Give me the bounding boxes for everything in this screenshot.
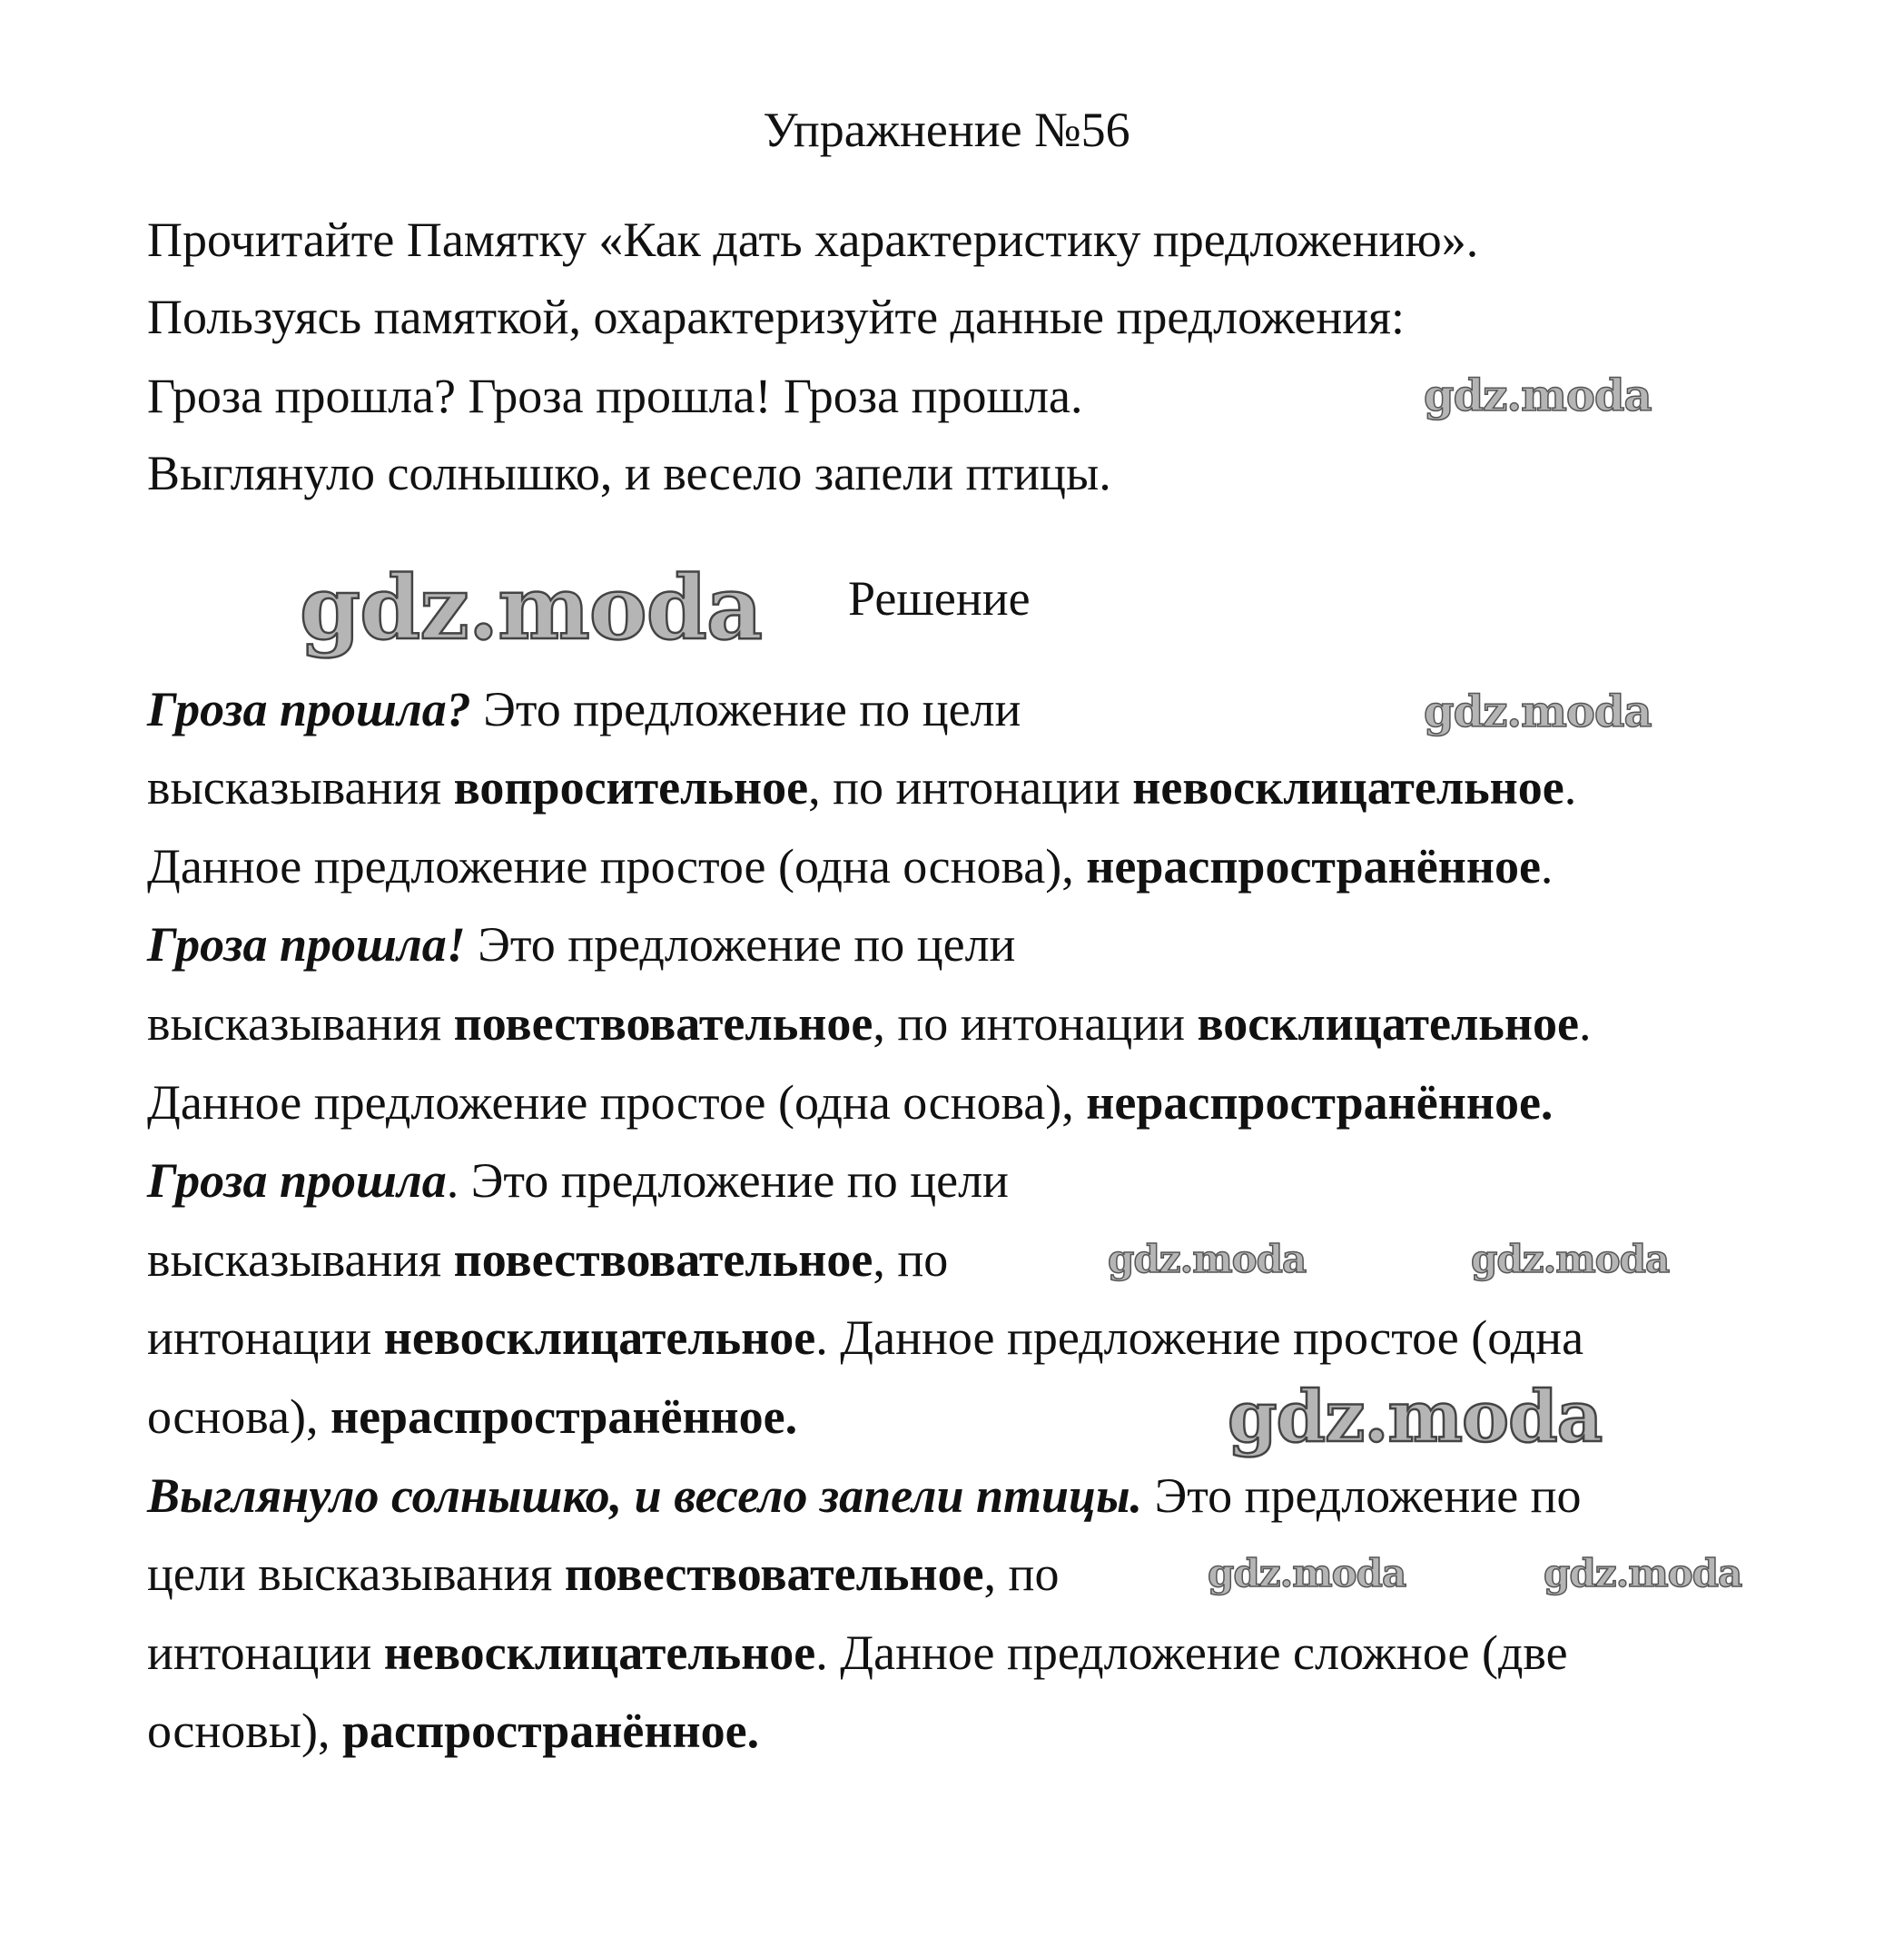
text: цели высказывания bbox=[147, 1546, 565, 1601]
text: интонации bbox=[147, 1310, 384, 1365]
sentence: Гроза прошла bbox=[147, 1153, 447, 1208]
solution-line bbox=[147, 670, 1021, 748]
goal-type: повествовательное bbox=[453, 1232, 873, 1287]
text: Данное предложение простое (одна основа), bbox=[147, 1075, 1087, 1130]
solution-line bbox=[147, 748, 1576, 826]
solution-line bbox=[147, 1692, 759, 1770]
sentence: Гроза прошла? bbox=[147, 682, 471, 736]
goal-type: вопросительное bbox=[453, 760, 809, 815]
intonation-type: восклицательное bbox=[1197, 996, 1579, 1051]
spread-type: нераспространённое. bbox=[1086, 1075, 1554, 1130]
text: Это предложение по bbox=[1142, 1468, 1582, 1523]
text: интонации bbox=[147, 1625, 384, 1680]
intonation-type: невосклицательное bbox=[383, 1625, 816, 1680]
text: , по интонации bbox=[873, 996, 1198, 1051]
watermark: gdz.moda bbox=[1208, 1551, 1406, 1595]
watermark: gdz.moda bbox=[1228, 1376, 1603, 1458]
solution-heading: Решение bbox=[848, 571, 1031, 626]
text: основы), bbox=[147, 1704, 342, 1758]
task-line: Прочитайте Памятку «Как дать характеристику предложению». bbox=[147, 212, 1479, 267]
text: , по bbox=[983, 1546, 1060, 1601]
solution-line bbox=[147, 1535, 1059, 1613]
solution-line bbox=[147, 1378, 797, 1456]
text: Это предложение по цели bbox=[465, 917, 1016, 972]
watermark: gdz.moda bbox=[1471, 1237, 1670, 1281]
goal-type: повествовательное bbox=[453, 996, 873, 1051]
solution-line bbox=[147, 905, 1015, 983]
goal-type: повествовательное bbox=[564, 1546, 984, 1601]
text: высказывания bbox=[147, 760, 454, 815]
watermark: gdz.moda bbox=[1544, 1551, 1742, 1595]
text: . bbox=[1540, 839, 1554, 894]
task-line: Гроза прошла? Гроза прошла! Гроза прошла. bbox=[147, 369, 1083, 423]
text: Это предложение по цели bbox=[470, 682, 1021, 736]
solution-line bbox=[147, 1614, 1568, 1692]
text: основа), bbox=[147, 1389, 330, 1444]
sentence: Гроза прошла! bbox=[147, 917, 466, 972]
text: . bbox=[1564, 760, 1577, 815]
intonation-type: невосклицательное bbox=[383, 1310, 816, 1365]
text: . Данное предложение простое (одна bbox=[815, 1310, 1584, 1365]
solution-line bbox=[147, 1220, 948, 1299]
text: высказывания bbox=[147, 1232, 454, 1287]
solution-line bbox=[147, 1141, 1009, 1220]
text: высказывания bbox=[147, 996, 454, 1051]
watermark: gdz.moda bbox=[1108, 1237, 1307, 1281]
watermark: gdz.moda bbox=[1424, 686, 1652, 737]
solution-line bbox=[147, 827, 1553, 905]
spread-type: нераспространённое bbox=[1086, 839, 1541, 894]
solution-line bbox=[147, 1063, 1553, 1141]
text: . Это предложение по цели bbox=[446, 1153, 1009, 1208]
text: Данное предложение простое (одна основа), bbox=[147, 839, 1087, 894]
spread-type: распространённое. bbox=[341, 1704, 760, 1758]
text: . bbox=[1578, 996, 1592, 1051]
task-line: Пользуясь памяткой, охарактеризуйте данные предложения: bbox=[147, 290, 1405, 344]
intonation-type: невосклицательное bbox=[1132, 760, 1564, 815]
solution-line bbox=[147, 1457, 1582, 1535]
text: . Данное предложение сложное (две bbox=[815, 1625, 1568, 1680]
text: , по bbox=[873, 1232, 949, 1287]
exercise-title: Упражнение №56 bbox=[763, 103, 1130, 157]
watermark: gdz.moda bbox=[300, 557, 763, 659]
watermark: gdz.moda bbox=[1424, 370, 1652, 421]
solution-line bbox=[147, 1299, 1583, 1377]
task-line: Выглянуло солнышко, и весело запели птицы. bbox=[147, 446, 1111, 500]
spread-type: нераспространённое. bbox=[330, 1389, 798, 1444]
sentence: Выглянуло солнышко, и весело запели птицы. bbox=[147, 1468, 1143, 1523]
text: , по интонации bbox=[808, 760, 1133, 815]
solution-line bbox=[147, 984, 1591, 1062]
